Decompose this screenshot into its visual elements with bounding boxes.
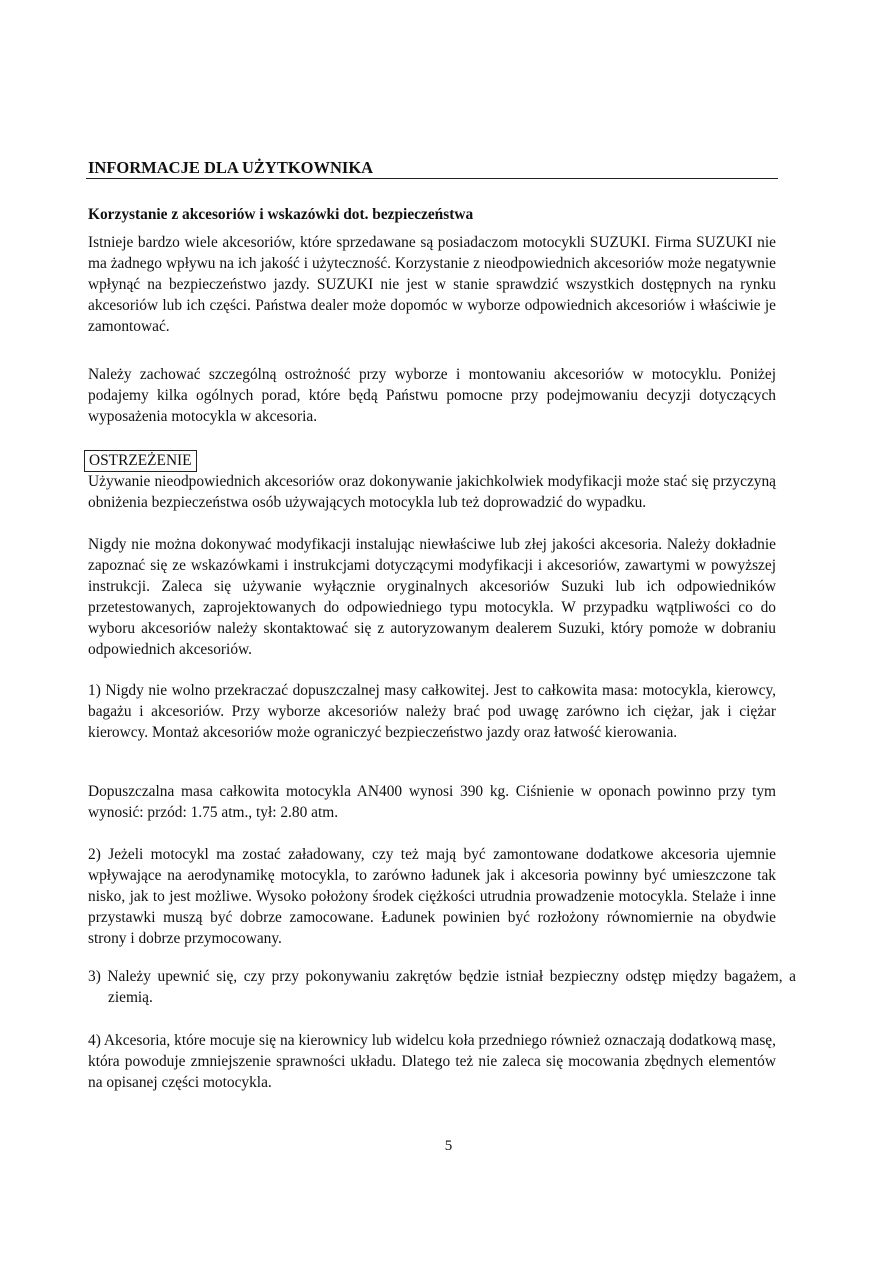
list-item-1: 1) Nigdy nie wolno przekraczać dopuszczalnej masy całkowitej. Jest to całkowita masa: motocykla, kierowcy, bagażu i akcesoriów. Przy wyborze akcesoriów należy brać pod uwagę zarówno ich ciężar, jak i ciężar kierowcy. Montaż akcesoriów może ograniczyć bezpieczeństwo jazdy oraz łatwość kierowania. <box>88 682 776 741</box>
page-number: 5 <box>444 1138 453 1154</box>
mass-info-paragraph: Dopuszczalna masa całkowita motocykla AN400 wynosi 390 kg. Ciśnienie w oponach powinno przy tym wynosić: przód: 1.75 atm., tył: 2.80 atm. <box>88 783 776 821</box>
title-underline <box>86 178 778 179</box>
list-item-2: 2) Jeżeli motocykl ma zostać załadowany, czy też mają być zamontowane dodatkowe akcesoria ujemnie wpływające na aerodynamikę motocykla, to zarówno ładunek jak i akcesoria powinny być umieszczone tak nisko, jak to jest możliwe. Wysoko położony środek ciężkości utrudnia prowadzenie motocykla. Stelaże i inne przystawki muszą być dobrze zamocowane. Ładunek powinien być rozłożony równomiernie na obydwie strony i dobrze przymocowany. <box>88 846 776 947</box>
section-title: INFORMACJE DLA UŻYTKOWNIKA <box>88 158 374 177</box>
intro-paragraph: Istnieje bardzo wiele akcesoriów, które sprzedawane są posiadaczom motocykli SUZUKI. Firma SUZUKI nie ma żadnego wpływu na ich jakość i użyteczność. Korzystanie z nieodpowiednich akcesoriów może negatywnie wpłynąć na bezpieczeństwo jazdy. SUZUKI nie jest w stanie sprawdzić wszystkich dostępnych na rynku akcesoriów lub ich części. Państwa dealer może dopomóc w wyborze odpowiednich akcesoriów i właściwie je zamontować. <box>88 234 776 335</box>
warning-text-2: Nigdy nie można dokonywać modyfikacji instalując niewłaściwe lub złej jakości akcesoria. Należy dokładnie zapoznać się ze wskazówkami i instrukcjami dotyczącymi modyfikacji i akcesoriów, zawartymi w powyższej instrukcji. Zaleca się używanie wyłącznie oryginalnych akcesoriów Suzuki lub ich odpowiedników przetestowanych, zaprojektowanych do odpowiedniego typu motocykla. W przypadku wątpliwości co do wyboru akcesoriów należy skontaktować się z autoryzowanym dealerem Suzuki, który pomoże w dobraniu odpowiednich akcesoriów. <box>88 536 776 658</box>
list-item-3: 3) Należy upewnić się, czy przy pokonywaniu zakrętów będzie istniał bezpieczny odstęp między bagażem, a ziemią. <box>88 968 796 1006</box>
caution-paragraph: Należy zachować szczególną ostrożność przy wyborze i montowaniu akcesoriów w motocyklu. Poniżej podajemy kilka ogólnych porad, które będą Państwu pomocne przy podejmowaniu decyzji dotyczących wyposażenia motocykla w akcesoria. <box>88 366 776 425</box>
warning-text-1: Używanie nieodpowiednich akcesoriów oraz dokonywanie jakichkolwiek modyfikacji może stać się przyczyną obniżenia bezpieczeństwa osób używających motocykla lub też doprowadzić do wypadku. <box>88 473 776 511</box>
warning-label: OSTRZEŻENIE <box>84 450 197 472</box>
list-item-4: 4) Akcesoria, które mocuje się na kierownicy lub widelcu koła przedniego również oznaczają dodatkową masę, która powoduje zmniejszenie sprawności układu. Dlatego też nie zaleca się mocowania zbędnych elementów na opisanej części motocykla. <box>88 1032 776 1091</box>
section-subtitle: Korzystanie z akcesoriów i wskazówki dot. bezpieczeństwa <box>88 206 474 223</box>
